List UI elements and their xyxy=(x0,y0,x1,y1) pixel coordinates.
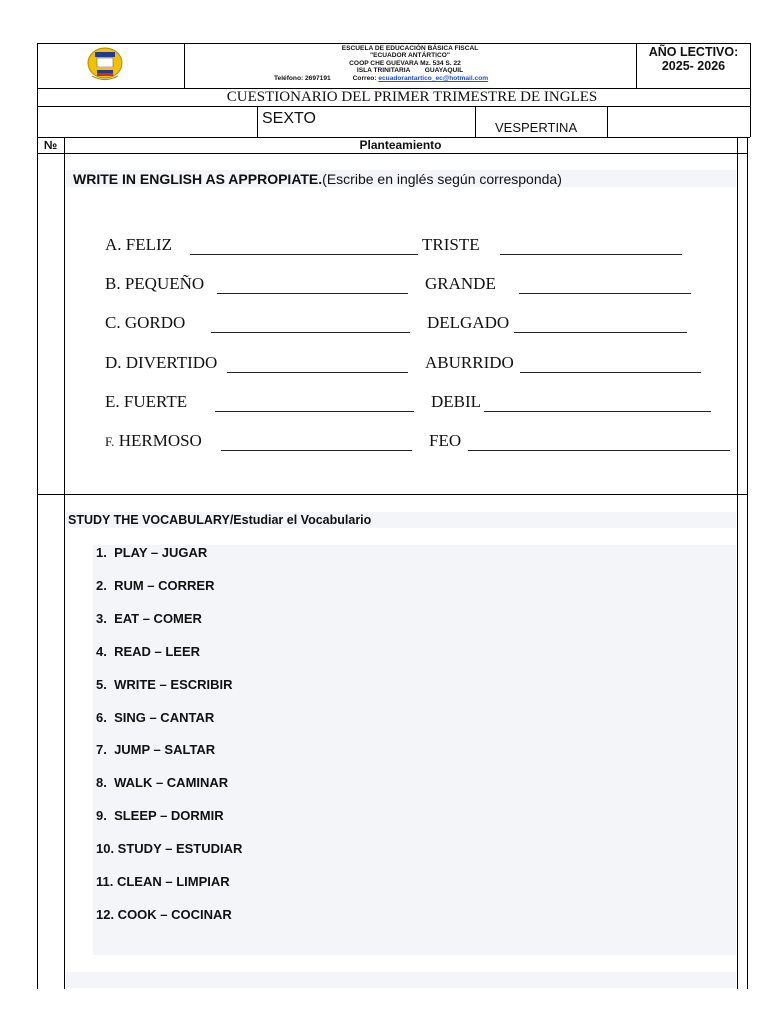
pair-word-opposite: GRANDE xyxy=(425,274,496,293)
vocab-item: 9. SLEEP – DORMIR xyxy=(96,808,224,823)
pair-word-spanish: FUERTE xyxy=(123,392,188,411)
planteamiento-header: Planteamiento xyxy=(359,138,442,152)
school-logo xyxy=(86,46,124,82)
info-divider-3 xyxy=(607,106,608,137)
answer-blank-c1[interactable] xyxy=(211,332,410,333)
answer-blank-a2[interactable] xyxy=(500,254,682,255)
title-bottom-border xyxy=(37,106,750,107)
pair-row-f xyxy=(105,431,202,451)
vocab-item: 1. PLAY – JUGAR xyxy=(96,545,208,560)
vocab-item: 4. READ – LEER xyxy=(96,644,201,659)
outer-right-border-lower xyxy=(747,137,748,989)
answer-blank-d1[interactable] xyxy=(227,372,408,373)
answer-blank-e2[interactable] xyxy=(484,411,711,412)
info-divider-2 xyxy=(475,106,476,137)
pair-row-a xyxy=(105,235,172,255)
grade-value: SEXTO xyxy=(262,110,316,127)
pair-letter: C. xyxy=(105,313,121,332)
answer-blank-b2[interactable] xyxy=(519,293,691,294)
school-address: COOP CHE GUEVARA Mz. 534 S. 22 xyxy=(349,59,461,67)
pair-word-spanish: PEQUEÑO xyxy=(124,274,205,293)
phone-text: Teléfono: 2697191 xyxy=(274,74,331,82)
answer-blank-a1[interactable] xyxy=(190,254,418,255)
vocab-item: 3. EAT – COMER xyxy=(96,611,202,626)
pair-letter: F. xyxy=(105,434,115,449)
pair-word-spanish: GORDO xyxy=(124,313,186,332)
vocab-heading: STUDY THE VOCABULARY/Estudiar el Vocabulario xyxy=(68,513,372,527)
section-divider xyxy=(37,494,748,495)
school-name: ESCUELA DE EDUCACIÓN BÁSICA FISCAL xyxy=(341,45,479,52)
school-city: ISLA TRINITARIA GUAYAQUIL xyxy=(356,67,464,75)
answer-blank-e1[interactable] xyxy=(215,411,414,412)
school-subname: "ECUADOR ANTÁRTICO" xyxy=(369,52,450,60)
pair-word-spanish: HERMOSO xyxy=(118,431,202,450)
answer-blank-f1[interactable] xyxy=(221,450,412,451)
instruction-rest: (Escribe en inglés según corresponda) xyxy=(322,171,562,187)
instruction-bold: WRITE IN ENGLISH AS APPROPIATE. xyxy=(73,171,323,187)
email-label: Correo: xyxy=(352,74,377,82)
table-header-bottom-border xyxy=(37,153,748,154)
shift-value: VESPERTINA xyxy=(495,120,578,135)
school-year xyxy=(637,45,750,73)
pair-letter: A. xyxy=(105,235,122,254)
footer-shade xyxy=(66,972,736,988)
vocab-item: 2. RUM – CORRER xyxy=(96,578,215,593)
answer-blank-d2[interactable] xyxy=(520,372,701,373)
logo-cell-divider xyxy=(184,43,185,88)
header-top-border xyxy=(37,43,750,44)
school-contact xyxy=(274,75,570,82)
pair-word-opposite: DEBIL xyxy=(431,392,482,411)
vocab-item: 8. WALK – CAMINAR xyxy=(96,775,229,790)
answer-blank-f2[interactable] xyxy=(468,450,730,451)
pair-word-spanish: FELIZ xyxy=(125,235,173,254)
instruction-text xyxy=(73,171,562,187)
number-column-divider xyxy=(64,137,65,989)
pair-row-c xyxy=(105,313,185,333)
pair-word-spanish: DIVERTIDO xyxy=(125,353,218,372)
pair-letter: B. xyxy=(105,274,121,293)
info-divider-1 xyxy=(257,106,258,137)
outer-left-border xyxy=(37,43,38,989)
content-column-right xyxy=(737,137,738,989)
pair-word-opposite: DELGADO xyxy=(427,313,510,332)
answer-blank-c2[interactable] xyxy=(514,332,687,333)
vocab-item: 12. COOK – COCINAR xyxy=(96,907,232,922)
pair-word-opposite: ABURRIDO xyxy=(425,353,514,372)
pair-row-e xyxy=(105,392,187,412)
pair-word-opposite: TRISTE xyxy=(422,235,480,254)
pair-word-opposite: FEO xyxy=(429,431,462,450)
pair-row-d xyxy=(105,353,217,373)
email-link[interactable]: ecuadorantartico_ec@hotmail.com xyxy=(378,74,489,82)
vocab-item: 7. JUMP – SALTAR xyxy=(96,742,216,757)
year-label: AÑO LECTIVO: xyxy=(648,45,739,59)
vocab-item: 5. WRITE – ESCRIBIR xyxy=(96,677,233,692)
pair-letter: E. xyxy=(105,392,120,411)
school-info xyxy=(250,45,570,82)
pair-row-b xyxy=(105,274,204,294)
pair-letter: D. xyxy=(105,353,122,372)
number-header: № xyxy=(43,138,58,152)
vocab-item: 11. CLEAN – LIMPIAR xyxy=(96,874,230,889)
vocab-item: 6. SING – CANTAR xyxy=(96,710,215,725)
year-value: 2025- 2026 xyxy=(661,59,726,73)
answer-blank-b1[interactable] xyxy=(217,293,408,294)
vocab-item: 10. STUDY – ESTUDIAR xyxy=(96,841,243,856)
exam-title: CUESTIONARIO DEL PRIMER TRIMESTRE DE INGLES xyxy=(226,89,598,105)
